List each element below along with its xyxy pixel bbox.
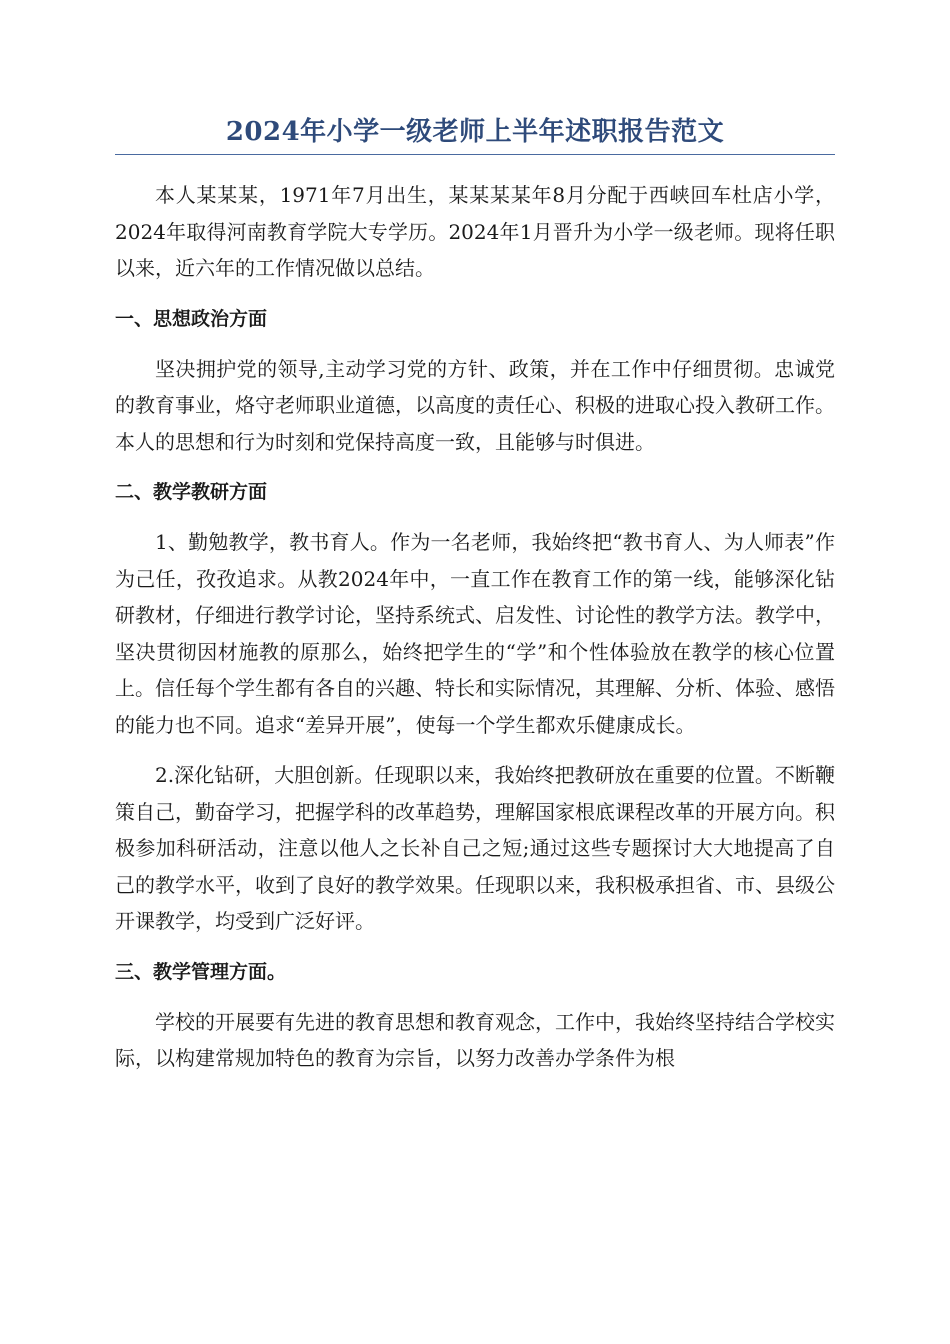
management-paragraph: 学校的开展要有先进的教育思想和教育观念，工作中，我始终坚持结合学校实际，以构建常规加特色的教育为宗旨，以努力改善办学条件为根 — [115, 1009, 835, 1070]
document-title: 2024年小学一级老师上半年述职报告范文 — [115, 112, 835, 155]
document-body — [115, 177, 835, 1077]
section-heading-teaching: 二、教学教研方面 — [115, 481, 268, 503]
intro-paragraph: 本人某某某，1971年7月出生，某某某某年8月分配于西峡回车杜店小学，2024年取得河南教育学院大专学历。2024年1月晋升为小学一级老师。现将任职以来，近六年的工作情况做以总结。 — [115, 183, 835, 280]
document-page — [115, 112, 835, 1091]
section-heading-management: 三、教学管理方面。 — [115, 960, 287, 983]
section-heading-ideology: 一、思想政治方面 — [115, 307, 268, 330]
teaching-paragraph-2: 2.深化钻研，大胆创新。任现职以来，我始终把教研放在重要的位置。不断鞭策自己，勤奋学习，把握学科的改革趋势，理解国家根底课程改革的开展方向。积极参加科研活动，注意以他人之长补自己之短;通过这些专题探讨大大地提高了自己的教学水平，收到了良好的教学效果。任现职以来，我积极承担省、市、县级公开课教学，均受到广泛好评。 — [115, 763, 835, 933]
ideology-paragraph: 坚决拥护党的领导,主动学习党的方针、政策，并在工作中仔细贯彻。忠诚党的教育事业，烙守老师职业道德，以高度的责任心、积极的进取心投入教研工作。本人的思想和行为时刻和党保持高度一致，且能够与时俱进。 — [115, 356, 835, 454]
teaching-paragraph-1: 1、勤勉教学，教书育人。作为一名老师，我始终把“教书育人、为人师表”作为己任，孜孜追求。从教2024年中，一直工作在教育工作的第一线，能够深化钻研教材，仔细进行教学讨论，坚持系统式、启发性、讨论性的教学方法。教学中，坚决贯彻因材施教的原那么，始终把学生的“学”和个性体验放在教学的核心位置上。信任每个学生都有各自的兴趣、特长和实际情况，其理解、分析、体验、感悟的能力也不同。追求“差异开展”，使每一个学生都欢乐健康成长。 — [115, 530, 835, 737]
